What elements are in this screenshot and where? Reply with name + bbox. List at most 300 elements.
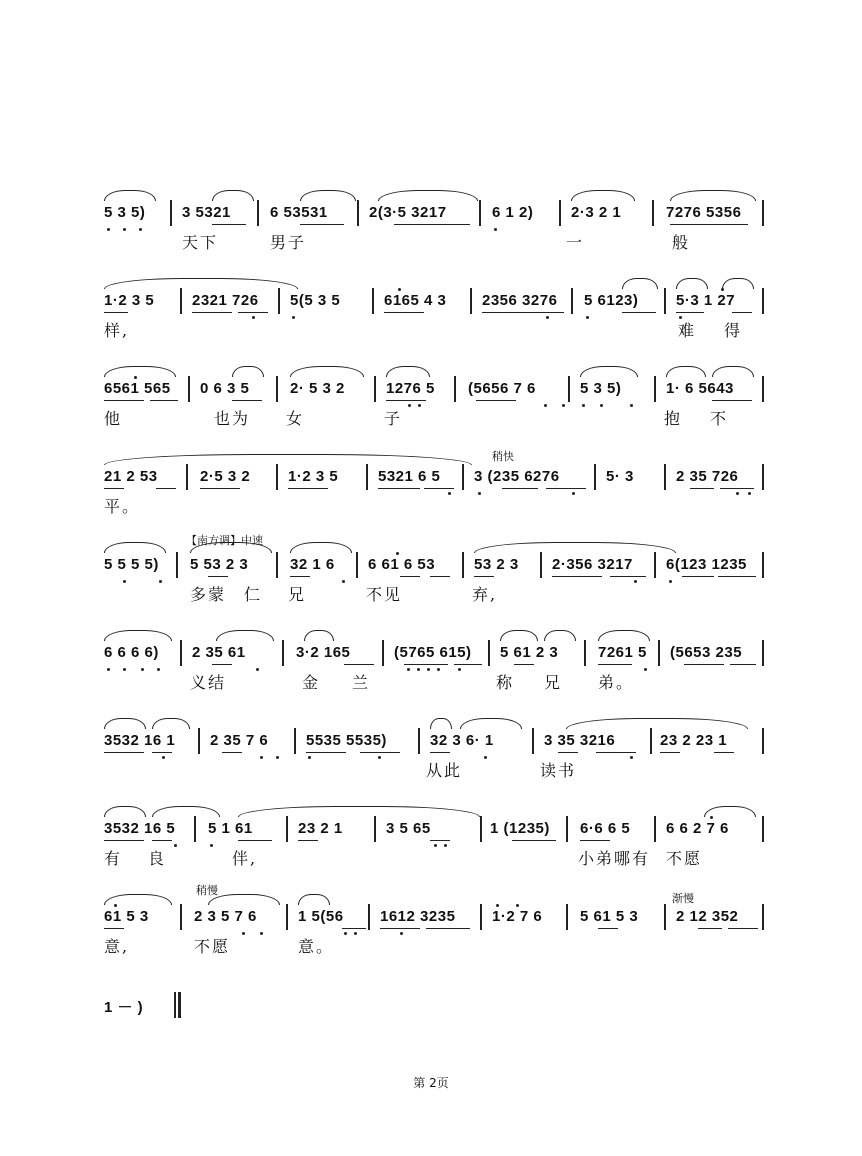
high-octave-dot	[396, 552, 399, 555]
bar-line	[366, 464, 368, 490]
measure: 2321 726	[192, 292, 259, 309]
tempo-mark: 渐慢	[672, 892, 694, 905]
bar-line	[180, 640, 182, 666]
slur-mark	[104, 630, 172, 641]
measure: 6165 4 3	[384, 292, 447, 309]
lyric: 样,	[104, 321, 130, 340]
bar-line	[568, 376, 570, 402]
lyric: 天下	[182, 233, 219, 252]
lyric: 小弟哪有	[578, 849, 651, 868]
bar-line	[462, 552, 464, 578]
slur-mark	[670, 190, 756, 201]
slur-mark	[566, 718, 748, 729]
measure: 6(123 1235	[666, 556, 747, 573]
underline-beam	[104, 840, 144, 841]
measure: 61 5 3	[104, 908, 149, 925]
tempo-mark: 稍慢	[196, 884, 218, 897]
slur-mark	[104, 454, 472, 465]
measure: 5 5 5 5)	[104, 556, 159, 573]
measure: 2(3·5 3217	[369, 204, 447, 221]
lyric: 抱	[664, 409, 683, 428]
lyric: 意,	[104, 937, 130, 956]
bar-line	[762, 552, 764, 578]
slur-mark	[598, 630, 650, 641]
measure: 7261 5	[598, 644, 647, 661]
measure: 1276 5	[386, 380, 435, 397]
measure: 32 1 6	[290, 556, 335, 573]
underline-beam	[682, 576, 714, 577]
bar-line	[180, 904, 182, 930]
bar-line	[480, 816, 482, 842]
bar-line	[276, 552, 278, 578]
underline-beam	[454, 664, 482, 665]
measure: 6 1 2)	[492, 204, 534, 221]
score-system-2	[104, 288, 764, 368]
measure: (5656 7 6	[468, 380, 536, 397]
slur-mark	[722, 278, 754, 289]
measure: 2· 5 3 2	[290, 380, 345, 397]
high-octave-dot	[496, 904, 499, 907]
underline-beam	[698, 928, 722, 929]
measure: 3 5 65	[386, 820, 431, 837]
measure: 6 61 6 53	[368, 556, 436, 573]
underline-beam	[378, 488, 420, 489]
lyric: 一	[566, 233, 585, 252]
bar-line	[650, 728, 652, 754]
underline-beam	[430, 752, 450, 753]
score-system-7	[104, 728, 764, 808]
lyric: 良	[148, 849, 167, 868]
underline-beam	[104, 752, 144, 753]
bar-line	[559, 200, 561, 226]
underline-beam	[714, 752, 734, 753]
underline-beam	[104, 312, 128, 313]
measure: 53 2 3	[474, 556, 519, 573]
lyric: 称	[496, 673, 515, 692]
measure: 1 (1235)	[490, 820, 550, 837]
bar-line	[356, 552, 358, 578]
slur-mark	[378, 190, 478, 201]
underline-beam	[660, 752, 680, 753]
lyric: 难	[678, 321, 697, 340]
measure: 23 2 23 1	[660, 732, 728, 749]
slur-mark	[208, 894, 280, 905]
underline-beam	[718, 576, 756, 577]
underline-beam	[476, 400, 516, 401]
measure: 5 1 61	[208, 820, 253, 837]
underline-beam	[502, 488, 538, 489]
lyrics-line	[104, 758, 764, 782]
lyric: 弃,	[472, 585, 498, 604]
slur-mark	[571, 190, 635, 201]
bar-line	[276, 376, 278, 402]
slur-mark	[474, 542, 676, 553]
measure: 1 － )	[104, 999, 144, 1016]
underline-beam	[152, 752, 172, 753]
underline-beam	[598, 928, 618, 929]
bar-line	[294, 728, 296, 754]
lyric: 也为	[214, 409, 251, 428]
lyric: 不愿	[194, 937, 231, 956]
bar-line	[286, 816, 288, 842]
underline-beam	[712, 400, 752, 401]
slur-mark	[666, 366, 706, 377]
score-system-9	[104, 884, 764, 984]
bar-line	[652, 200, 654, 226]
underline-beam	[380, 928, 420, 929]
measure: 2 35 726	[676, 468, 739, 485]
bar-line	[454, 376, 456, 402]
measure: 1 5(56	[298, 908, 344, 925]
notation-line	[104, 376, 764, 402]
bar-line	[762, 200, 764, 226]
bar-line	[186, 464, 188, 490]
underline-beam	[384, 312, 424, 313]
measure: 1·2 7 6	[492, 908, 543, 925]
bar-line	[368, 904, 370, 930]
measure: 0 6 3 5	[200, 380, 250, 397]
lyric: 有	[104, 849, 123, 868]
lyrics-line	[104, 582, 764, 606]
high-octave-dot	[710, 816, 713, 819]
measure: 32 3 6· 1	[430, 732, 494, 749]
bar-line	[762, 288, 764, 314]
lyric: 女	[286, 409, 305, 428]
slur-mark	[580, 366, 638, 377]
bar-line	[654, 816, 656, 842]
underline-beam	[238, 312, 268, 313]
underline-beam	[386, 400, 426, 401]
final-bar-line	[174, 992, 176, 1018]
notation-line	[104, 816, 764, 842]
underline-beam	[152, 840, 172, 841]
measure: 7276 5356	[666, 204, 742, 221]
bar-line	[479, 200, 481, 226]
final-bar-line	[178, 992, 181, 1018]
measure: 5 3 5)	[580, 380, 622, 397]
measure: 2 35 7 6	[210, 732, 269, 749]
bar-line	[654, 552, 656, 578]
underline-beam	[192, 312, 232, 313]
measure: 6 6 2 7 6	[666, 820, 729, 837]
lyric: 从此	[426, 761, 463, 780]
measure: 2·5 3 2	[200, 468, 251, 485]
underline-beam	[482, 312, 564, 313]
bar-line	[357, 200, 359, 226]
lyric: 不	[710, 409, 729, 428]
measure: 2 3 5 7 6	[194, 908, 257, 925]
underline-beam	[400, 576, 420, 577]
high-octave-dot	[114, 904, 117, 907]
underline-beam	[424, 488, 454, 489]
lyric: 读书	[540, 761, 577, 780]
lyrics-line	[104, 318, 764, 342]
measure: 2·3 2 1	[571, 204, 622, 221]
lyric: 兄	[288, 585, 307, 604]
underline-beam	[552, 576, 602, 577]
notation-line	[104, 200, 764, 226]
bar-line	[257, 200, 259, 226]
bar-line	[532, 728, 534, 754]
underline-beam	[290, 576, 310, 577]
lyric: 他	[104, 409, 123, 428]
measure: 2·356 3217	[552, 556, 633, 573]
notation-line	[104, 464, 764, 490]
measure: 2 35 61	[192, 644, 246, 661]
measure: 1612 3235	[380, 908, 456, 925]
measure: 2356 3276	[482, 292, 558, 309]
underline-beam	[546, 488, 586, 489]
underline-beam	[222, 752, 242, 753]
slur-mark	[104, 542, 166, 553]
underline-beam	[288, 488, 328, 489]
slur-mark	[104, 190, 156, 201]
bar-line	[374, 816, 376, 842]
measure: 6 53531	[270, 204, 328, 221]
slur-mark	[712, 366, 754, 377]
underline-beam	[104, 400, 144, 401]
slur-mark	[238, 806, 480, 817]
lyric: 得	[724, 321, 743, 340]
bar-line	[374, 376, 376, 402]
measure: 5 61 5 3	[580, 908, 639, 925]
bar-line	[762, 464, 764, 490]
bar-line	[382, 640, 384, 666]
slur-mark	[386, 366, 430, 377]
slur-mark	[216, 630, 274, 641]
bar-line	[194, 816, 196, 842]
measure: 3532 16 5	[104, 820, 176, 837]
underline-beam	[156, 488, 176, 489]
bar-line	[584, 640, 586, 666]
measure: 2 12 352	[676, 908, 739, 925]
notation-line	[104, 992, 764, 1018]
bar-line	[198, 728, 200, 754]
measure: 5·3 1 27	[676, 292, 736, 309]
underline-beam	[732, 312, 752, 313]
measure: 5321 6 5	[378, 468, 441, 485]
bar-line	[664, 904, 666, 930]
bar-line	[571, 288, 573, 314]
underline-beam	[394, 224, 470, 225]
underline-beam	[720, 488, 754, 489]
underline-beam	[558, 752, 578, 753]
lyric: 不愿	[666, 849, 703, 868]
bar-line	[762, 376, 764, 402]
underline-beam	[200, 488, 240, 489]
underline-beam	[474, 576, 494, 577]
score-system-6	[104, 640, 764, 720]
measure: 6·6 6 5	[580, 820, 631, 837]
underline-beam	[580, 840, 610, 841]
underline-beam	[306, 752, 346, 753]
notation-line	[104, 288, 764, 314]
underline-beam	[404, 664, 448, 665]
slur-mark	[212, 190, 254, 201]
measure: 5 53 2 3	[190, 556, 249, 573]
score-system-3	[104, 376, 764, 456]
score-system-5	[104, 534, 764, 632]
slur-mark	[430, 718, 452, 729]
score-system-1	[104, 200, 764, 280]
underline-beam	[104, 488, 124, 489]
high-octave-dot	[721, 288, 724, 291]
measure: 23 2 1	[298, 820, 343, 837]
lyrics-line	[104, 934, 764, 958]
underline-beam	[730, 664, 756, 665]
measure: 5 61 2 3	[500, 644, 559, 661]
slur-mark	[104, 366, 176, 377]
slur-mark	[300, 190, 356, 201]
slur-mark	[290, 542, 352, 553]
bar-line	[594, 464, 596, 490]
underline-beam	[514, 664, 534, 665]
bar-line	[654, 376, 656, 402]
lyrics-line	[104, 406, 764, 430]
measure: 1· 6 5643	[666, 380, 734, 397]
lyric: 兄	[544, 673, 563, 692]
lyric: 兰	[352, 673, 371, 692]
measure: 21 2 53	[104, 468, 158, 485]
underline-beam	[150, 400, 178, 401]
underline-beam	[212, 664, 232, 665]
lyric: 般	[672, 233, 691, 252]
underline-beam	[342, 928, 366, 929]
lyrics-line	[104, 230, 764, 254]
notation-line	[104, 640, 764, 666]
bar-line	[658, 640, 660, 666]
bar-line	[762, 816, 764, 842]
tempo-mark: 【南方调】中速	[186, 534, 263, 547]
notation-line	[104, 728, 764, 754]
slur-mark	[152, 718, 190, 729]
underline-beam	[598, 664, 632, 665]
high-octave-dot	[516, 904, 519, 907]
slur-mark	[290, 366, 364, 377]
slur-mark	[544, 630, 576, 641]
bar-line	[566, 904, 568, 930]
bar-line	[372, 288, 374, 314]
bar-line	[462, 464, 464, 490]
underline-beam	[298, 840, 318, 841]
bar-line	[762, 640, 764, 666]
lyric: 男子	[270, 233, 307, 252]
slur-mark	[298, 894, 330, 905]
bar-line	[488, 640, 490, 666]
bar-line	[566, 816, 568, 842]
notation-line	[104, 552, 764, 578]
measure: 5· 3	[606, 468, 634, 485]
slur-mark	[304, 630, 334, 641]
lyric: 金	[302, 673, 321, 692]
measure: (5653 235	[670, 644, 743, 661]
bar-line	[540, 552, 542, 578]
bar-line	[480, 904, 482, 930]
measure: 5535 5535)	[306, 732, 387, 749]
slur-mark	[460, 718, 522, 729]
notation-line	[104, 904, 764, 930]
underline-beam	[426, 928, 470, 929]
lyric: 不见	[366, 585, 403, 604]
slur-mark	[500, 630, 538, 641]
high-octave-dot	[134, 376, 137, 379]
lyric: 义结	[190, 673, 227, 692]
underline-beam	[684, 664, 724, 665]
lyrics-line	[104, 846, 764, 870]
underline-beam	[728, 928, 758, 929]
bar-line	[170, 200, 172, 226]
underline-beam	[430, 840, 450, 841]
measure: 3532 16 1	[104, 732, 176, 749]
underline-beam	[512, 840, 556, 841]
underline-beam	[360, 752, 400, 753]
lyric: 弟。	[598, 673, 635, 692]
measure: (5765 615)	[394, 644, 472, 661]
measure: 5 6123)	[584, 292, 639, 309]
underline-beam	[610, 576, 646, 577]
bar-line	[180, 288, 182, 314]
slur-mark	[104, 718, 146, 729]
lyric: 子	[384, 409, 403, 428]
lyric: 平。	[104, 497, 141, 516]
underline-beam	[104, 928, 124, 929]
bar-line	[470, 288, 472, 314]
underline-beam	[690, 488, 714, 489]
measure: 3 35 3216	[544, 732, 616, 749]
underline-beam	[300, 224, 344, 225]
underline-beam	[670, 224, 748, 225]
slur-mark	[676, 278, 708, 289]
bar-line	[286, 904, 288, 930]
underline-beam	[238, 840, 272, 841]
bar-line	[762, 904, 764, 930]
bar-line	[664, 288, 666, 314]
bar-line	[418, 728, 420, 754]
underline-beam	[676, 312, 704, 313]
underline-beam	[344, 664, 374, 665]
slur-mark	[190, 542, 272, 553]
lyric: 多蒙	[190, 585, 227, 604]
lyric: 伴,	[232, 849, 258, 868]
bar-line	[664, 464, 666, 490]
measure: 6561 565	[104, 380, 171, 397]
underline-beam	[430, 576, 450, 577]
slur-mark	[152, 806, 220, 817]
lyric: 仁	[244, 585, 263, 604]
measure: 1·2 3 5	[288, 468, 339, 485]
tempo-mark: 稍快	[492, 450, 514, 463]
bar-line	[282, 640, 284, 666]
high-octave-dot	[398, 288, 401, 291]
bar-line	[188, 376, 190, 402]
measure: 1·2 3 5	[104, 292, 155, 309]
slur-mark	[232, 366, 264, 377]
measure: 5(5 3 5	[290, 292, 341, 309]
slur-mark	[104, 278, 298, 289]
measure: 3 5321	[182, 204, 231, 221]
score-system-10	[104, 992, 764, 1072]
underline-beam	[596, 752, 636, 753]
measure: 5 3 5)	[104, 204, 146, 221]
measure: 3·2 165	[296, 644, 351, 661]
lyrics-line	[104, 494, 764, 518]
slur-mark	[622, 278, 658, 289]
measure: 3 (235 6276	[474, 468, 560, 485]
bar-line	[176, 552, 178, 578]
bar-line	[762, 728, 764, 754]
lyrics-line	[104, 670, 764, 694]
slur-mark	[104, 806, 146, 817]
